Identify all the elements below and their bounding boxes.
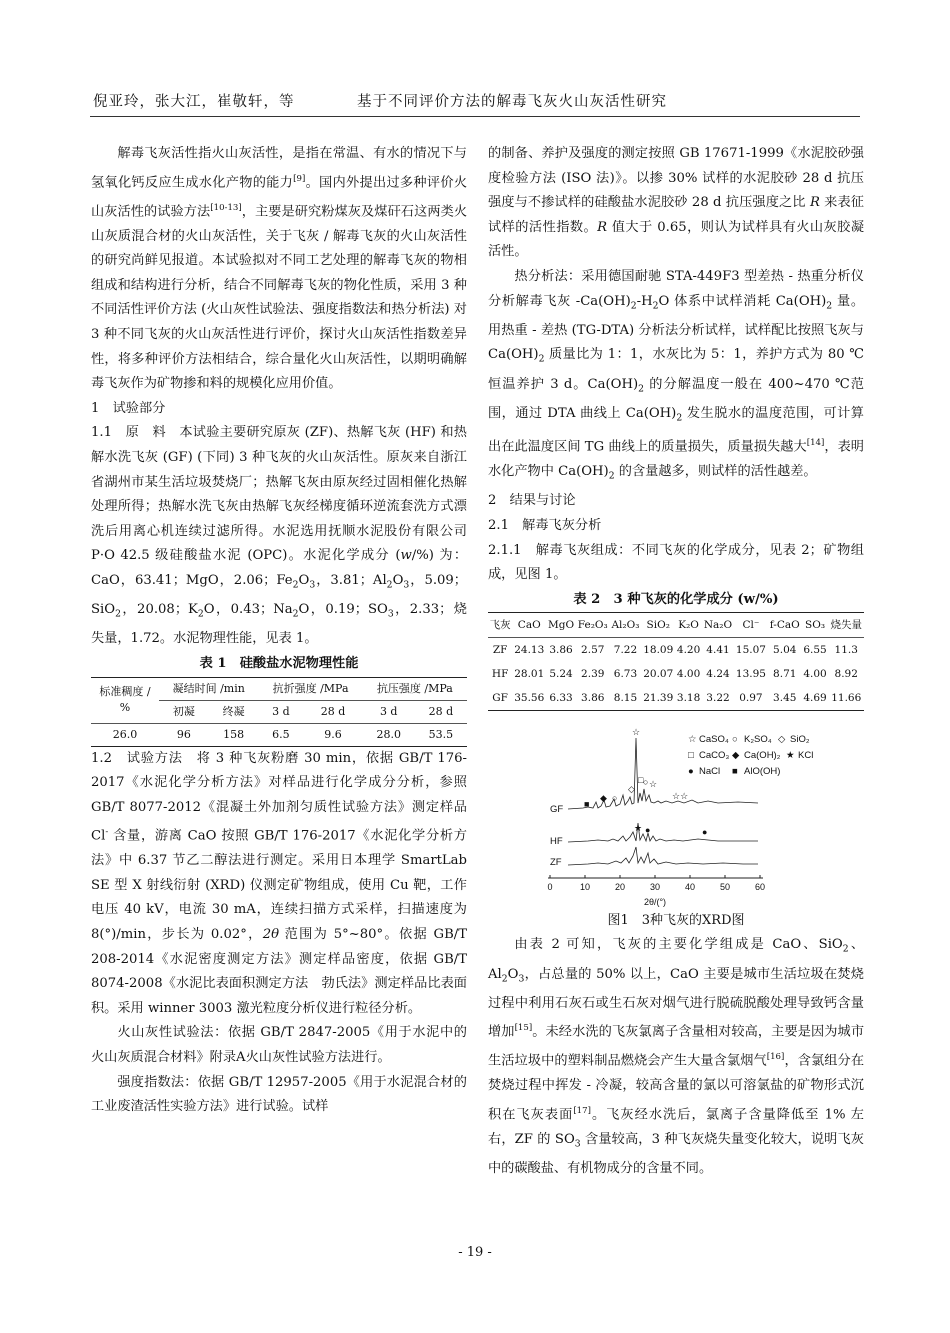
table2-cell: 35.56 (514, 692, 545, 705)
table-row (91, 723, 467, 746)
legend-label: SiO₂ (790, 734, 810, 746)
table2-cell: 3.86 (581, 692, 605, 705)
table1-cell: 28.0 (376, 727, 401, 741)
thermal-analysis-paragraph: 热分析法：采用德国耐驰 STA-449F3 型差热 - 热重分析仪分析解毒飞灰 $-Ca(OH)_2-H_2O$ 体系中试样消耗 $Ca(OH)_2$ 量。用热重 - 差热 (TG-DTA) 分析法分析试样，试样配比按照飞灰与 $Ca(OH)_2$ 质量比为 1：1，水灰比为 5：1，养护方式为 80 ℃恒温养护 3 d。$Ca(OH)_2$ 的分解温度一般在 400~470 ℃范围，通过 DTA 曲线上 $Ca(OH)_2$ 发生脱水的温度范围，可计算出在此温度区间 TG 曲线上的质量损失，质量损失越大[14]，表明水化产物中 $Ca(OH)_2$ 的含量越多，则试样的活性越差。 (488, 268, 865, 482)
section-heading-1: 1 试验部分 (91, 400, 166, 416)
strength-index-continued: 的制备、养护及强度的测定按照 GB 17671-1999《水泥胶砂强度检验方法 (ISO 法)》。以掺 30% 试样的水泥胶砂 28 d 抗压强度与不掺试样的硅酸盐水泥胶砂 28 d 抗压强度之比 R 来表征试样的活性指数。R 值大于 0.65，则认为试样具有火山灰胶凝活性。 (488, 146, 865, 260)
table2-cell: 4.24 (706, 668, 730, 681)
strength-index-paragraph: 强度指数法：依据 GB/T 12957-2005《用于水泥混合材的工业废渣活性实验方法》进行试验。试样 (91, 1074, 467, 1115)
subsection-heading-2-1: 2.1 解毒飞灰分析 (488, 517, 602, 533)
legend-label: Ca(OH)₂ (744, 750, 781, 762)
table2-header: Na₂O (702, 613, 734, 638)
table2-header: SO₃ (802, 613, 829, 638)
table2-cell: 8.92 (834, 668, 858, 681)
table2-cell: 4.20 (676, 644, 701, 657)
table2-cell: 3.86 (549, 644, 573, 657)
legend-label: KCl (798, 750, 814, 762)
xrd-curve-gf (568, 738, 758, 809)
legend-label: AlO(OH) (744, 766, 781, 778)
table2-header: Al₂O₃ (610, 613, 642, 638)
table1-title: 表 1 硅酸盐水泥物理性能 (199, 655, 359, 671)
table1-subheader: 初凝 (172, 704, 195, 718)
table2-cell: 5.24 (549, 668, 573, 681)
table2-cell: 15.07 (735, 644, 766, 657)
table2-cell: 3.22 (706, 692, 730, 705)
table2-cell: 5.04 (773, 644, 797, 657)
peak-marker-square-open: □ (638, 775, 644, 786)
table2-cell: 2.57 (581, 644, 605, 657)
legend-label: NaCl (699, 766, 721, 778)
table2-header: CaO (512, 613, 546, 638)
table2-cell: 24.13 (514, 644, 545, 657)
table2-cell: 7.22 (613, 644, 638, 657)
legend-square-open-icon: □ (688, 750, 694, 762)
xrd-figure (488, 711, 864, 933)
x-tick-label: 40 (684, 882, 696, 893)
table2-cell: HF (491, 668, 509, 681)
table1-cell: 6.5 (272, 727, 290, 741)
peak-marker-square-filled: ■ (584, 799, 590, 810)
right-column (488, 142, 864, 1182)
x-axis-label: 2θ/(°) (643, 897, 667, 908)
table2-header: MgO (546, 613, 576, 638)
legend-diamond-filled-icon: ◆ (732, 750, 740, 762)
x-tick-label: 50 (719, 882, 731, 893)
legend-square-filled-icon: ■ (732, 766, 738, 778)
curve-label-gf: GF (550, 804, 564, 816)
peak-marker-star-filled: ★ (634, 823, 643, 834)
table2-cell: ZF (492, 644, 508, 657)
peak-marker-diamond-open: ◇ (628, 784, 635, 795)
table2-title: 表 2 3 种飞灰的化学成分 (w/%) (573, 591, 779, 607)
table2-header: SiO₂ (641, 613, 675, 638)
table2-cell: 6.73 (613, 668, 638, 681)
curve-label-hf: HF (550, 836, 563, 848)
table2-cell: 0.97 (739, 692, 763, 705)
table2-cell: 18.09 (643, 644, 674, 657)
legend-star-open-icon: ☆ (688, 734, 697, 746)
table2-header: Cl⁻ (734, 613, 768, 638)
xrd-curve-zf (568, 847, 758, 865)
table1-cell: 9.6 (324, 727, 342, 741)
table2-header: Fe₂O₃ (576, 613, 610, 638)
legend-label: K₂SO₄ (744, 734, 772, 746)
table1 (91, 677, 467, 747)
materials-paragraph: 1.1 原 料 本试验主要研究原灰 (ZF)、热解飞灰 (HF) 和热解水洗飞灰 (GF) (下同) 3 种飞灰的火山灰活性。原灰来自浙江省湖州市某生活垃圾焚烧厂；热解飞灰由原灰经过固相催化热解处理所得；热解水洗飞灰由热解飞灰经梯度循环逆流套洗方式漂洗后用离心机连续过滤所得。水泥选用抚顺水泥股份有限公司 P·O 42.5 级硅酸盐水泥 (OPC)。水泥化学成分 (w/%) 为：CaO，63.41；MgO，2.06；$Fe_2O_3$，3.81；$Al_2O_3$，5.09；SiO$_2$，20.08；$K_2O$，0.43；$Na_2O$，0.19；$SO_3$，2.33；烧失量，1.72。水泥物理性能，见表 1。 (91, 425, 468, 647)
table1-subheader: 28 d (428, 704, 454, 718)
peak-marker-diamond-filled: ◆ (600, 793, 607, 804)
left-column (91, 142, 467, 1120)
x-tick-label: 0 (547, 882, 553, 893)
table2-cell: 4.00 (803, 668, 827, 681)
peak-marker-star-open: ☆☆ (672, 791, 689, 802)
table1-cell: 158 (223, 727, 245, 741)
table2-cell: 4.69 (803, 692, 827, 705)
table2-cell: 11.66 (831, 692, 862, 705)
table2-cell: 28.01 (514, 668, 545, 681)
table1-header: 抗折强度 /MPa (258, 677, 362, 700)
peak-marker-star-open: ☆ (632, 727, 641, 738)
table1-cell: 26.0 (112, 727, 138, 741)
table-row (488, 686, 864, 711)
methods-paragraph: 1.2 试验方法 将 3 种飞灰粉磨 30 min，依据 GB/T 176-2017《水泥化学分析方法》对样品进行化学成分分析，参照 GB/T 8077-2012《混凝土外加剂匀质性试验方法》测定样品 Cl- 含量，游离 CaO 按照 GB/T 176-2017《水泥化学分析方法》中 6.37 节乙二醇法进行测定。采用日本理学 SmartLab SE 型 X 射线衍射 (XRD) 仪测定矿物组成，使用 Cu 靶，工作电压 40 kV，电流 30 mA，连续扫描方式采样，扫描速度为 8(°)/min，步长为 0.02°，2θ 范围为 5°~80°。依据 GB/T 208-2014《水泥密度测定方法》测定样品密度，依据 GB/T 8074-2008《水泥比表面积测定方法 勃氏法》测定样品比表面积。采用 winner 3003 激光粒度分析仪进行粒径分析。 (91, 750, 467, 1016)
section-heading-2: 2 结果与讨论 (488, 493, 576, 509)
xrd-curve-hf (568, 823, 758, 842)
table2-cell: 6.55 (803, 644, 827, 657)
peak-marker-circle-open: ○ (643, 777, 649, 788)
table1-subheader: 28 d (320, 704, 346, 718)
table2-header: 飞灰 (488, 613, 512, 638)
table1-cell: 96 (176, 727, 191, 741)
table2-header: f-CaO (768, 613, 802, 638)
table2-cell: 4.00 (676, 668, 701, 681)
running-header-title: 基于不同评价方法的解毒飞灰火山灰活性研究 (357, 94, 667, 110)
x-tick-label: 30 (649, 882, 661, 893)
composition-paragraph: 2.1.1 解毒飞灰组成：不同飞灰的化学成分，见表 2；矿物组成，见图 1。 (488, 542, 864, 583)
table2-header: 烧失量 (828, 613, 864, 638)
table1-header: 凝结时间 /min (159, 677, 258, 700)
legend-circle-open-icon: ○ (732, 734, 738, 746)
table1-cell: 53.5 (428, 727, 454, 741)
peak-marker-circle-filled: ● (702, 827, 708, 838)
peak-marker-circle-open: ○ (612, 793, 618, 804)
table2-cell: 3.18 (676, 692, 701, 705)
xrd-plot (488, 715, 864, 915)
table-row (488, 662, 864, 686)
table2-cell: 13.95 (735, 668, 766, 681)
table1-header: 标准稠度 / % (99, 685, 151, 715)
intro-paragraph: 解毒飞灰活性指火山灰活性，是指在常温、有水的情况下与氢氧化钙反应生成水化产物的能力[9]。国内外提出过多种评价火山灰活性的试验方法[10-13]，主要是研究粉煤灰及煤矸石这两类火山灰质混合材的火山灰活性，关于飞灰 / 解毒飞灰的火山灰活性的研究尚鲜见报道。本试验拟对不同工艺处理的解毒飞灰的物相组成和结构进行分析，结合不同解毒飞灰的物化性质，采用 3 种不同活性评价方法 (火山灰性试验法、强度指数法和热分析法) 对 3 种不同飞灰的火山灰活性进行评价，探讨火山灰活性指数差异性，将多种评价方法相结合，综合量化火山灰活性，以期明确解毒飞灰作为矿物掺和料的规模化应用价值。 (91, 146, 468, 392)
table2-cell: 20.07 (643, 668, 674, 681)
table2-cell: 21.39 (643, 692, 674, 705)
pozzolanic-test-paragraph: 火山灰性试验法：依据 GB/T 2847-2005《用于水泥中的火山灰质混合材料》附录A火山灰性试验方法进行。 (91, 1025, 467, 1066)
figure1-caption: 图1 3种飞灰的XRD图 (607, 913, 745, 929)
peak-marker-star-open: ☆ (649, 779, 658, 790)
discussion-paragraph: 由表 2 可知，飞灰的主要化学组成是 CaO、SiO$_2$、$Al_2O_3$，占总量的 50% 以上，CaO 主要是城市生活垃圾在焚烧过程中利用石灰石或生石灰对烟气进行脱硫脱酸处理导致钙含量增加[15]。未经水洗的飞灰氯离子含量相对较高，主要是因为城市生活垃圾中的塑料制品燃烧会产生大量含氯烟气[16]，含氯组分在焚烧过程中挥发 - 冷凝，较高含量的氯以可溶氯盐的矿物形式沉积在飞灰表面[17]。飞灰经水洗后，氯离子含量降低至 1% 左右，ZF 的 $SO_3$ 含量较高，3 种飞灰烧失量变化较大，说明飞灰中的碳酸盐、有机物成分的含量不同。 (488, 937, 865, 1177)
table1-header: 抗压强度 /MPa (363, 677, 467, 700)
xrd-legend (688, 734, 813, 777)
table2-header-row (488, 613, 864, 638)
x-tick-label: 20 (614, 882, 626, 893)
table1-subheader: 3 d (379, 704, 398, 718)
page-number: - 19 - (458, 1245, 492, 1260)
table2-cell: 2.39 (581, 668, 605, 681)
x-tick-label: 10 (579, 882, 591, 893)
running-header-authors: 倪亚玲，张大江，崔敬轩，等 (93, 94, 295, 110)
table1-subheader: 3 d (272, 704, 290, 718)
x-tick-label: 60 (754, 882, 766, 893)
header-rule (90, 116, 860, 117)
table2-header: K₂O (675, 613, 702, 638)
table2-cell: 11.3 (834, 644, 858, 657)
table2-cell: 6.33 (549, 692, 573, 705)
table2-cell: 3.45 (773, 692, 797, 705)
curve-label-zf: ZF (550, 857, 562, 869)
table2-cell: 8.15 (613, 692, 638, 705)
legend-star-filled-icon: ★ (786, 750, 795, 762)
table2 (488, 612, 864, 711)
table2-cell: 4.41 (706, 644, 730, 657)
table-row (488, 638, 864, 663)
table2-cell: 8.71 (773, 668, 797, 681)
table2-cell: GF (492, 692, 508, 705)
legend-label: CaCO₃ (699, 750, 730, 762)
legend-label: CaSO₄ (699, 734, 729, 746)
legend-diamond-open-icon: ◇ (778, 734, 786, 746)
peak-marker-circle-filled: ● (645, 825, 651, 836)
table1-subheader: 终凝 (222, 704, 245, 718)
legend-circle-filled-icon: ● (688, 766, 694, 778)
